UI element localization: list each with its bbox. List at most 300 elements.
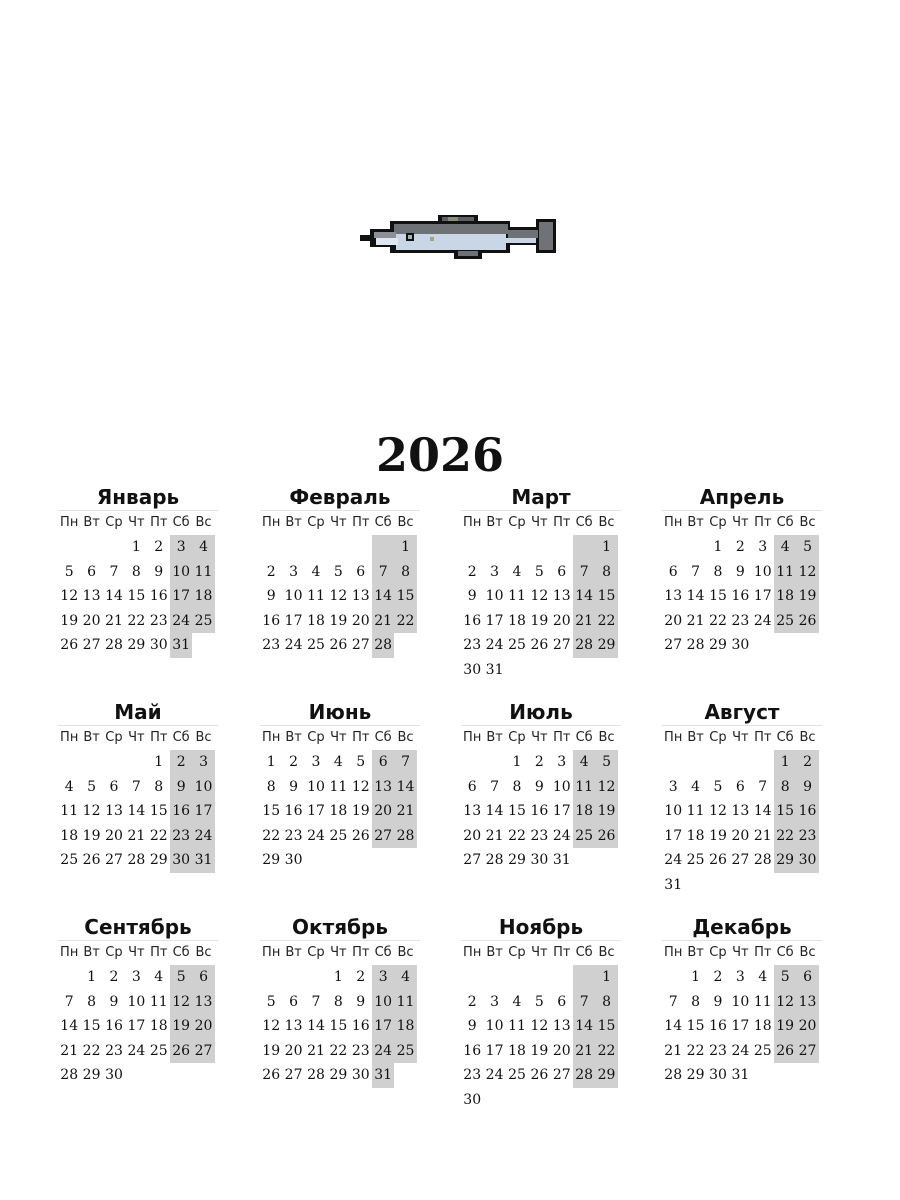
weekend-day-cell: 1 <box>394 535 416 560</box>
weekday-label: Сб <box>575 515 593 530</box>
weekend-day-cell: 28 <box>573 1063 595 1088</box>
day-cell: 30 <box>731 637 750 653</box>
weekend-day-cell: 22 <box>595 609 617 634</box>
empty-cell <box>350 535 372 560</box>
day-cell: 3 <box>311 754 321 770</box>
day-cell: 10 <box>284 588 303 604</box>
empty-cell <box>684 750 706 775</box>
weekend-day-cell: 27 <box>372 824 394 849</box>
day-cell: 16 <box>105 1018 123 1034</box>
empty-cell <box>752 750 774 775</box>
weekday-label: Вт <box>83 515 100 530</box>
day-cell: 23 <box>351 1042 370 1059</box>
day-cell: 22 <box>508 827 526 844</box>
weekday-label: Вт <box>285 945 302 960</box>
day-cell: 20 <box>731 827 750 844</box>
day-cell: 17 <box>307 803 325 819</box>
day-cell: 31 <box>485 661 504 678</box>
empty-cell <box>80 750 102 775</box>
day-cell: 5 <box>64 563 74 580</box>
day-cell: 16 <box>262 612 281 629</box>
day-cell: 22 <box>262 827 281 844</box>
weekday-label: Пт <box>553 730 571 745</box>
day-grid <box>260 750 420 873</box>
weekend-day-cell: 3 <box>372 965 394 990</box>
day-cell: 23 <box>149 612 168 629</box>
month-title: Январь <box>96 485 180 509</box>
day-cell: 18 <box>307 612 325 629</box>
weekday-label: Пт <box>352 730 370 745</box>
day-cell: 4 <box>311 563 321 580</box>
empty-cell <box>662 965 684 990</box>
weekday-label: Пт <box>553 945 571 960</box>
empty-cell <box>707 750 729 775</box>
weekend-day-cell: 31 <box>170 633 192 658</box>
day-cell: 10 <box>731 993 750 1010</box>
month-title: Октябрь <box>292 915 388 939</box>
day-cell: 29 <box>82 1067 101 1083</box>
day-cell: 3 <box>289 563 299 580</box>
day-cell: 4 <box>333 754 343 770</box>
month-title: Июль <box>509 700 573 724</box>
day-cell: 27 <box>105 852 123 868</box>
day-cell: 8 <box>713 563 723 580</box>
empty-cell <box>483 750 505 775</box>
day-cell: 11 <box>307 588 325 604</box>
weekend-day-cell: 14 <box>394 775 416 800</box>
day-cell: 27 <box>664 637 683 653</box>
day-cell: 30 <box>284 852 303 868</box>
day-cell: 1 <box>512 754 522 770</box>
day-cell: 5 <box>266 993 276 1010</box>
weekday-header <box>662 510 822 535</box>
day-cell: 5 <box>534 993 544 1010</box>
month-title: Июнь <box>308 700 372 724</box>
weekday-label: Ср <box>105 730 123 745</box>
day-cell: 25 <box>329 827 348 844</box>
day-cell: 6 <box>289 993 299 1010</box>
month-block <box>461 914 621 1112</box>
month-title: Ноябрь <box>498 915 584 939</box>
day-cell: 13 <box>105 803 123 819</box>
day-cell: 12 <box>329 588 348 604</box>
day-cell: 1 <box>131 539 141 555</box>
day-cell: 9 <box>289 778 299 795</box>
weekend-day-cell: 13 <box>192 990 214 1015</box>
weekend-day-cell: 24 <box>192 824 214 849</box>
empty-cell <box>305 535 327 560</box>
day-cell: 21 <box>485 827 504 844</box>
day-cell: 24 <box>753 612 772 629</box>
day-cell: 11 <box>753 993 772 1010</box>
weekday-label: Пн <box>262 515 281 530</box>
weekend-day-cell: 1 <box>774 750 796 775</box>
day-cell: 29 <box>508 852 526 868</box>
day-cell: 4 <box>691 778 701 795</box>
day-cell: 16 <box>731 588 750 604</box>
day-cell: 30 <box>463 661 482 678</box>
weekday-label: Чт <box>330 730 347 745</box>
day-cell: 25 <box>149 1042 168 1059</box>
day-cell: 17 <box>664 827 683 844</box>
weekday-label: Пн <box>463 515 482 530</box>
weekday-label: Пт <box>352 945 370 960</box>
day-cell: 1 <box>333 969 343 985</box>
weekend-day-cell: 5 <box>595 750 617 775</box>
day-cell: 11 <box>686 803 705 819</box>
day-cell: 8 <box>266 778 276 795</box>
weekend-day-cell: 19 <box>796 584 818 609</box>
day-cell: 28 <box>753 852 772 868</box>
day-cell: 18 <box>686 827 705 844</box>
weekday-label: Пт <box>754 945 772 960</box>
day-cell: 2 <box>266 563 276 580</box>
weekday-label: Вт <box>687 730 704 745</box>
day-grid <box>260 535 420 658</box>
day-cell: 24 <box>284 637 303 653</box>
day-cell: 10 <box>753 563 772 580</box>
day-cell: 2 <box>154 539 164 555</box>
day-cell: 21 <box>664 1042 683 1059</box>
day-cell: 23 <box>284 827 303 844</box>
day-cell: 6 <box>668 563 678 580</box>
weekend-day-cell: 7 <box>372 560 394 585</box>
day-cell: 22 <box>127 612 146 629</box>
weekend-day-cell: 14 <box>573 584 595 609</box>
day-cell: 3 <box>735 969 745 985</box>
day-cell: 16 <box>530 803 549 819</box>
weekday-label: Пт <box>553 515 571 530</box>
day-cell: 7 <box>311 993 321 1010</box>
day-cell: 15 <box>127 588 146 604</box>
day-cell: 7 <box>691 563 701 580</box>
weekend-day-cell: 16 <box>170 799 192 824</box>
weekday-label: Сб <box>776 730 794 745</box>
weekend-day-cell: 30 <box>170 848 192 873</box>
day-cell: 13 <box>731 803 750 819</box>
month-block <box>461 699 621 873</box>
day-grid <box>461 535 621 682</box>
weekday-header <box>461 510 621 535</box>
weekend-day-cell: 12 <box>796 560 818 585</box>
day-cell: 7 <box>668 993 678 1010</box>
weekday-label: Вс <box>598 945 615 960</box>
weekend-day-cell: 19 <box>170 1014 192 1039</box>
weekend-day-cell: 26 <box>796 609 818 634</box>
weekday-label: Вт <box>687 945 704 960</box>
day-cell: 8 <box>512 778 522 795</box>
day-cell: 4 <box>64 778 74 795</box>
weekend-day-cell: 4 <box>774 535 796 560</box>
day-cell: 22 <box>709 612 727 629</box>
day-cell: 21 <box>307 1042 325 1059</box>
day-cell: 20 <box>351 612 370 629</box>
weekday-label: Чт <box>128 730 145 745</box>
day-cell: 31 <box>664 876 683 893</box>
day-cell: 12 <box>530 588 549 604</box>
day-cell: 5 <box>713 778 723 795</box>
weekday-label: Сб <box>776 515 794 530</box>
weekend-day-cell: 25 <box>774 609 796 634</box>
day-cell: 28 <box>485 852 504 868</box>
weekend-day-cell: 25 <box>192 609 214 634</box>
day-cell: 6 <box>109 778 119 795</box>
month-title: Август <box>704 700 780 724</box>
day-cell: 2 <box>467 993 477 1010</box>
weekend-day-cell: 28 <box>372 633 394 658</box>
day-cell: 29 <box>329 1067 348 1083</box>
weekday-label: Вс <box>598 515 615 530</box>
day-cell: 24 <box>485 637 504 653</box>
weekend-day-cell: 11 <box>192 560 214 585</box>
day-cell: 15 <box>508 803 526 819</box>
weekday-label: Чт <box>128 515 145 530</box>
month-block <box>260 699 420 873</box>
empty-cell <box>528 965 550 990</box>
weekend-day-cell: 12 <box>170 990 192 1015</box>
day-cell: 26 <box>329 637 348 653</box>
day-cell: 5 <box>534 563 544 580</box>
day-cell: 27 <box>731 852 750 868</box>
day-cell: 18 <box>60 827 79 844</box>
day-cell: 2 <box>534 754 544 770</box>
weekday-label: Пн <box>664 515 683 530</box>
day-cell: 26 <box>530 1067 549 1083</box>
day-cell: 13 <box>552 1018 571 1034</box>
day-cell: 20 <box>284 1042 303 1059</box>
weekday-label: Пт <box>150 945 168 960</box>
weekday-header <box>461 725 621 750</box>
day-cell: 30 <box>530 852 549 868</box>
weekday-label: Вт <box>486 730 503 745</box>
day-cell: 9 <box>735 563 745 580</box>
day-cell: 28 <box>60 1067 79 1083</box>
weekend-day-cell: 18 <box>192 584 214 609</box>
weekend-day-cell: 6 <box>372 750 394 775</box>
day-cell: 24 <box>664 852 683 868</box>
weekday-label: Вс <box>397 515 414 530</box>
day-cell: 14 <box>307 1018 325 1034</box>
weekday-label: Вс <box>195 515 212 530</box>
weekday-header <box>260 725 420 750</box>
month-block <box>662 914 822 1088</box>
day-cell: 10 <box>485 588 504 604</box>
weekend-day-cell: 4 <box>192 535 214 560</box>
weekend-day-cell: 22 <box>394 609 416 634</box>
empty-cell <box>573 965 595 990</box>
day-grid <box>58 965 218 1088</box>
weekend-day-cell: 15 <box>774 799 796 824</box>
day-cell: 7 <box>109 563 119 580</box>
weekday-header <box>58 940 218 965</box>
day-cell: 29 <box>262 852 281 868</box>
weekday-label: Пн <box>60 730 79 745</box>
day-grid <box>58 750 218 873</box>
day-cell: 17 <box>552 803 571 819</box>
weekend-day-cell: 16 <box>796 799 818 824</box>
day-cell: 26 <box>60 637 79 653</box>
weekday-label: Вт <box>687 515 704 530</box>
weekday-label: Чт <box>128 945 145 960</box>
empty-cell <box>573 535 595 560</box>
day-cell: 20 <box>463 827 482 844</box>
empty-cell <box>729 750 751 775</box>
day-cell: 7 <box>490 778 500 795</box>
day-cell: 20 <box>105 827 123 844</box>
weekend-day-cell: 15 <box>595 1014 617 1039</box>
weekend-day-cell: 24 <box>372 1039 394 1064</box>
day-cell: 7 <box>131 778 141 795</box>
day-cell: 28 <box>127 852 146 868</box>
day-cell: 9 <box>154 563 164 580</box>
day-cell: 15 <box>686 1018 705 1034</box>
empty-cell <box>506 965 528 990</box>
day-cell: 11 <box>60 803 79 819</box>
weekday-header <box>58 725 218 750</box>
day-cell: 4 <box>512 563 522 580</box>
weekend-day-cell: 8 <box>595 560 617 585</box>
day-cell: 21 <box>127 827 146 844</box>
day-cell: 29 <box>709 637 727 653</box>
day-cell: 30 <box>709 1067 727 1083</box>
day-cell: 12 <box>262 1018 281 1034</box>
day-cell: 18 <box>329 803 348 819</box>
day-cell: 10 <box>307 778 325 795</box>
weekday-label: Пт <box>754 515 772 530</box>
day-cell: 28 <box>686 637 705 653</box>
day-cell: 1 <box>713 539 723 555</box>
day-cell: 8 <box>131 563 141 580</box>
month-block <box>461 484 621 682</box>
empty-cell <box>551 965 573 990</box>
day-cell: 27 <box>351 637 370 653</box>
weekend-day-cell: 19 <box>774 1014 796 1039</box>
weekday-header <box>58 510 218 535</box>
day-cell: 1 <box>266 754 276 770</box>
weekday-label: Пт <box>150 515 168 530</box>
day-cell: 19 <box>530 1042 549 1059</box>
day-cell: 20 <box>82 612 101 629</box>
month-block <box>58 914 218 1088</box>
day-cell: 3 <box>490 563 500 580</box>
weekday-label: Пн <box>262 945 281 960</box>
weekend-day-cell: 21 <box>573 1039 595 1064</box>
empty-cell <box>483 535 505 560</box>
weekday-label: Чт <box>531 730 548 745</box>
weekend-day-cell: 3 <box>192 750 214 775</box>
weekend-day-cell: 15 <box>595 584 617 609</box>
weekday-header <box>260 510 420 535</box>
day-cell: 2 <box>109 969 119 985</box>
weekday-label: Пт <box>352 515 370 530</box>
day-cell: 25 <box>686 852 705 868</box>
empty-cell <box>461 965 483 990</box>
day-cell: 4 <box>758 969 768 985</box>
weekday-header <box>662 940 822 965</box>
day-cell: 28 <box>664 1067 683 1083</box>
weekday-label: Вс <box>598 730 615 745</box>
day-cell: 5 <box>333 563 343 580</box>
day-cell: 24 <box>307 827 325 844</box>
day-cell: 4 <box>512 993 522 1010</box>
empty-cell <box>461 750 483 775</box>
weekday-label: Пн <box>262 730 281 745</box>
weekday-label: Ср <box>307 945 325 960</box>
weekday-label: Сб <box>776 945 794 960</box>
day-cell: 3 <box>668 778 678 795</box>
weekend-day-cell: 23 <box>796 824 818 849</box>
day-cell: 10 <box>127 993 146 1010</box>
day-cell: 6 <box>557 563 567 580</box>
month-title: Декабрь <box>692 915 792 939</box>
weekday-label: Сб <box>575 945 593 960</box>
day-cell: 30 <box>105 1067 123 1083</box>
weekday-label: Пн <box>60 515 79 530</box>
day-cell: 2 <box>356 969 366 985</box>
weekday-label: Вс <box>799 515 816 530</box>
day-cell: 6 <box>557 993 567 1010</box>
day-cell: 7 <box>758 778 768 795</box>
day-cell: 7 <box>64 993 74 1010</box>
empty-cell <box>684 535 706 560</box>
empty-cell <box>260 535 282 560</box>
weekday-label: Сб <box>374 730 392 745</box>
weekend-day-cell: 21 <box>372 609 394 634</box>
weekend-day-cell: 18 <box>774 584 796 609</box>
day-cell: 19 <box>709 827 727 844</box>
day-cell: 17 <box>753 588 772 604</box>
day-cell: 13 <box>552 588 571 604</box>
day-cell: 30 <box>463 1091 482 1108</box>
day-cell: 9 <box>109 993 119 1010</box>
empty-cell <box>103 750 125 775</box>
day-cell: 10 <box>552 778 571 795</box>
day-cell: 24 <box>552 827 571 844</box>
day-cell: 5 <box>87 778 97 795</box>
day-cell: 8 <box>87 993 97 1010</box>
empty-cell <box>662 750 684 775</box>
day-cell: 9 <box>266 588 276 604</box>
day-cell: 10 <box>485 1018 504 1034</box>
weekend-day-cell: 28 <box>573 633 595 658</box>
weekday-label: Сб <box>374 515 392 530</box>
day-cell: 23 <box>463 637 482 653</box>
day-cell: 24 <box>731 1042 750 1059</box>
month-block <box>260 484 420 658</box>
weekday-label: Вс <box>195 945 212 960</box>
weekend-day-cell: 11 <box>573 775 595 800</box>
day-cell: 6 <box>356 563 366 580</box>
weekend-day-cell: 20 <box>192 1014 214 1039</box>
day-cell: 15 <box>329 1018 348 1034</box>
day-cell: 8 <box>154 778 164 795</box>
day-cell: 14 <box>485 803 504 819</box>
weekday-label: Ср <box>508 515 526 530</box>
day-cell: 25 <box>753 1042 772 1059</box>
day-grid <box>260 965 420 1088</box>
weekend-day-cell: 28 <box>394 824 416 849</box>
day-cell: 31 <box>552 852 571 868</box>
weekend-day-cell: 8 <box>774 775 796 800</box>
weekend-day-cell: 4 <box>573 750 595 775</box>
weekend-day-cell: 27 <box>192 1039 214 1064</box>
empty-cell <box>103 535 125 560</box>
weekend-day-cell: 10 <box>192 775 214 800</box>
day-cell: 2 <box>467 563 477 580</box>
day-cell: 18 <box>508 1042 526 1059</box>
weekend-day-cell: 5 <box>796 535 818 560</box>
weekday-label: Ср <box>105 945 123 960</box>
